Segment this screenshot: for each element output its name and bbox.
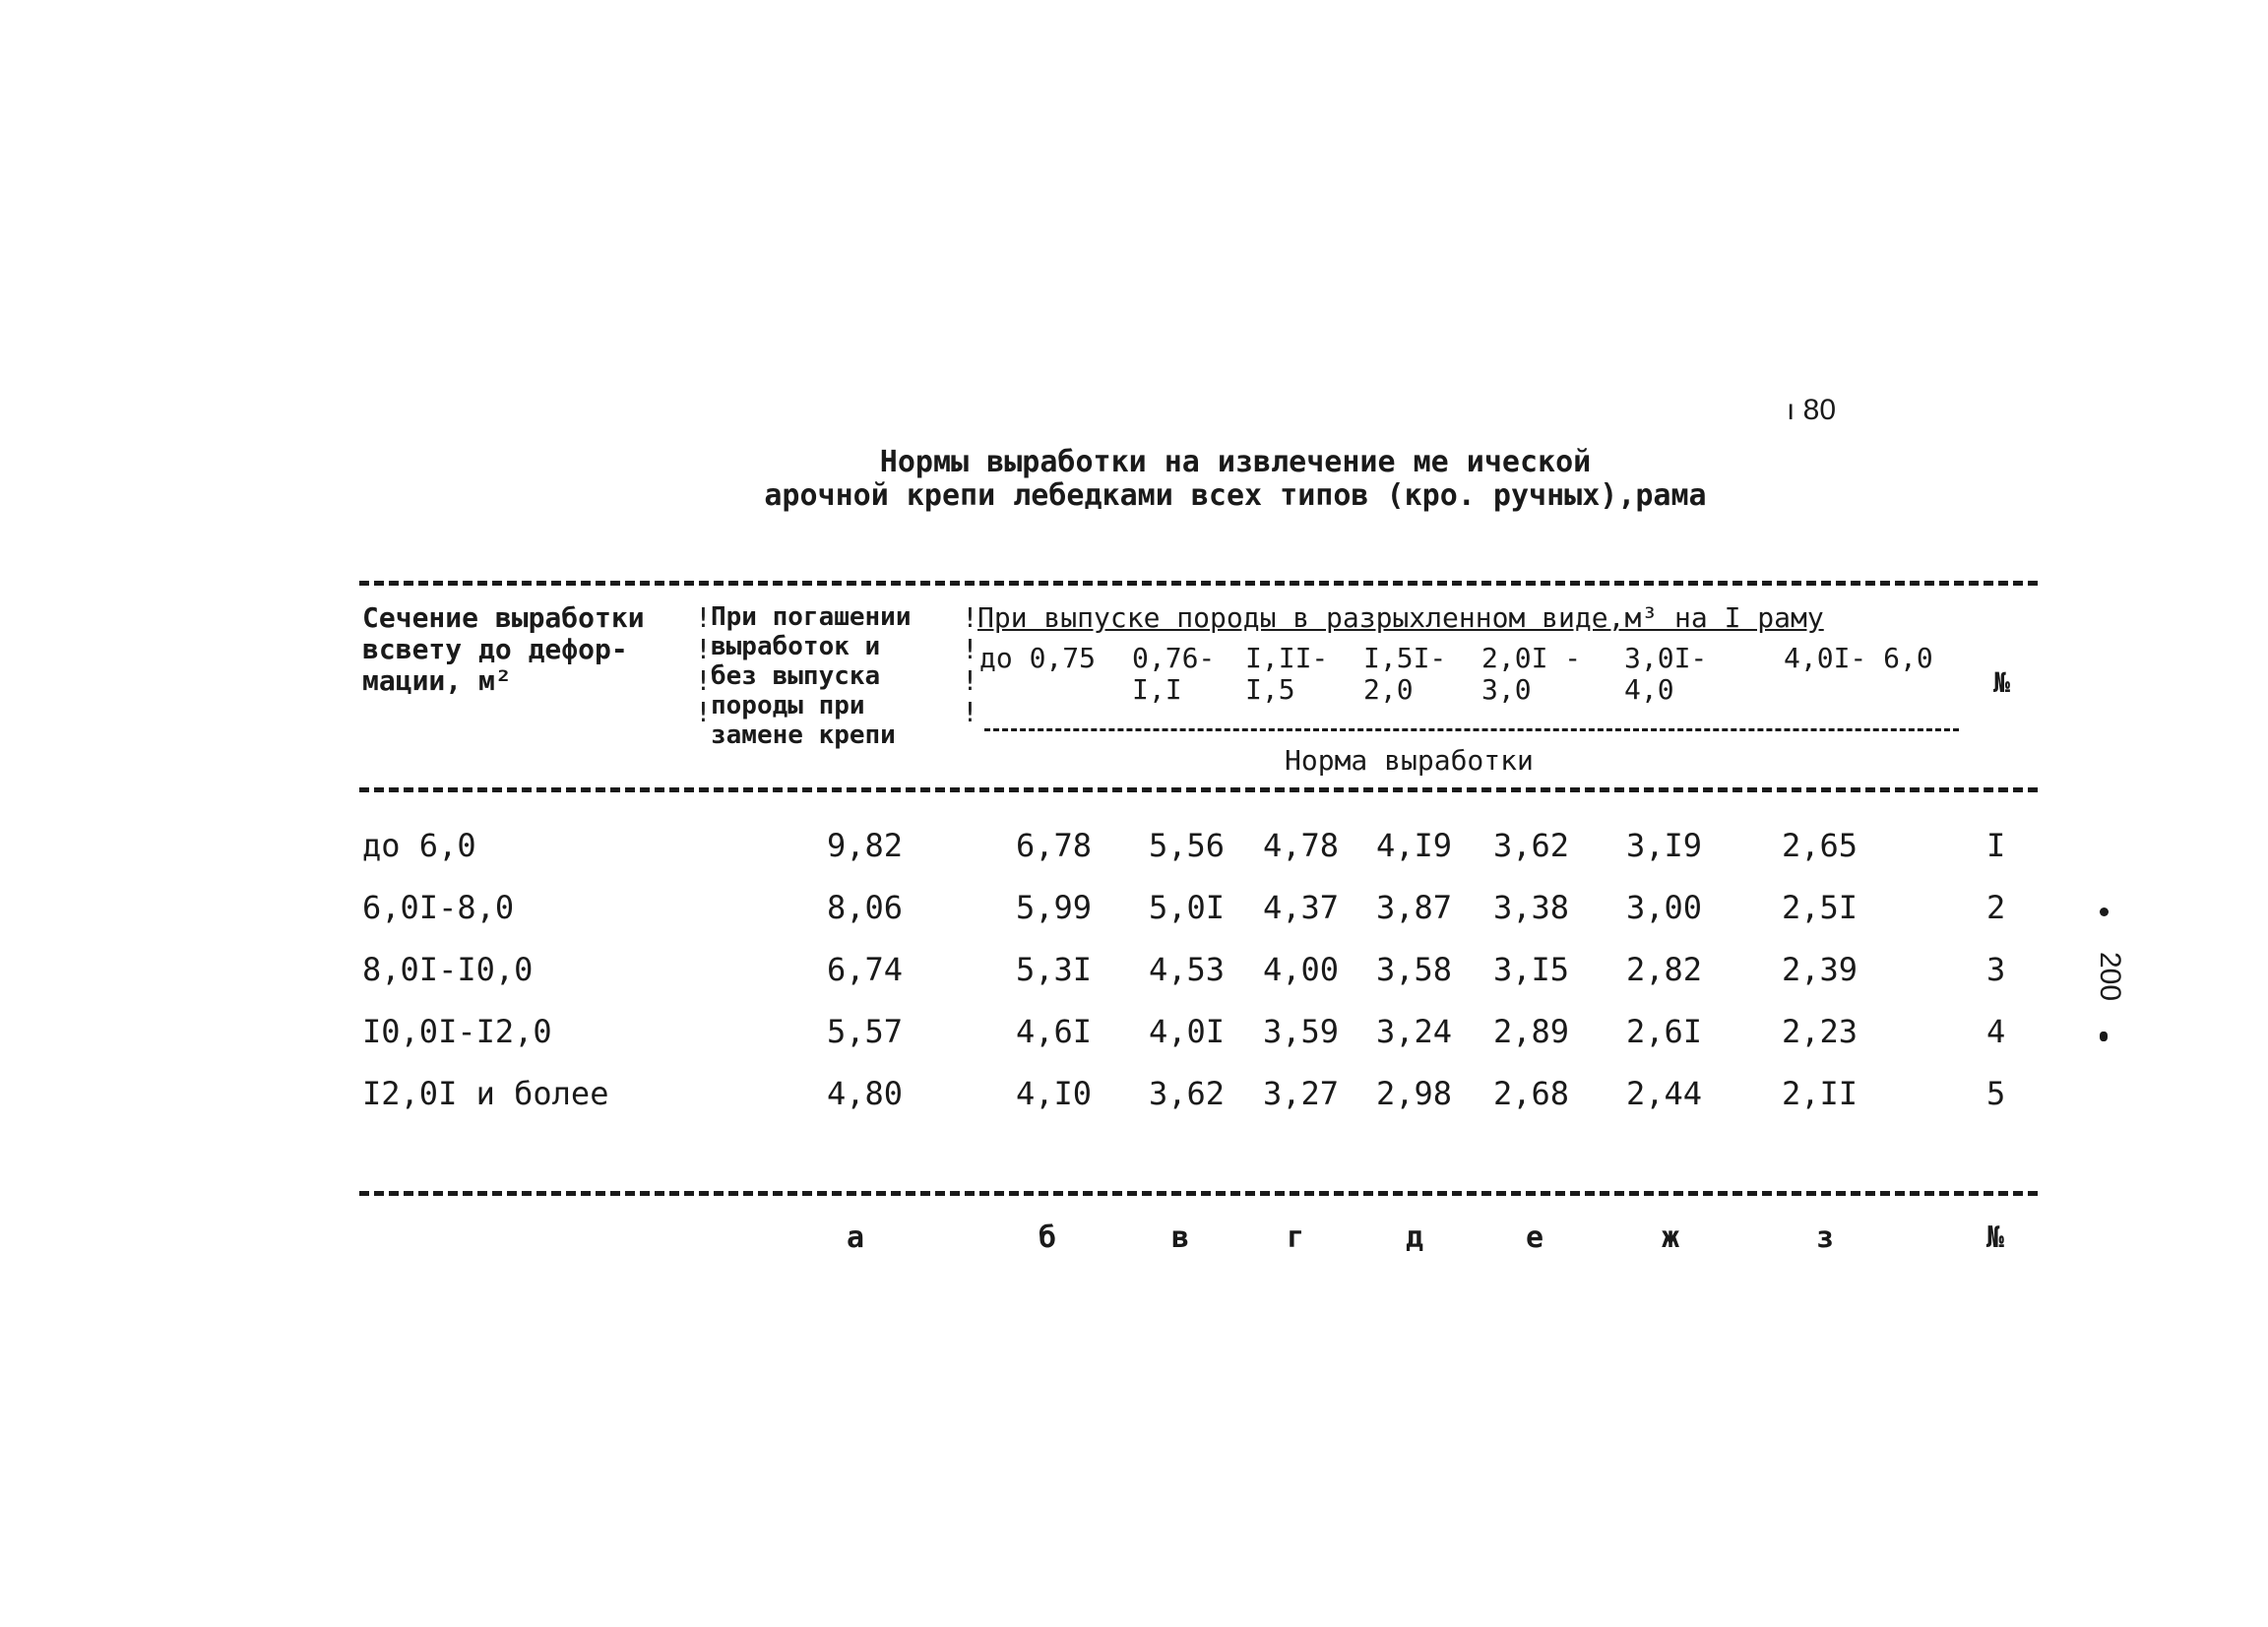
table-cell: 3,27 xyxy=(1263,1075,1340,1112)
row-number: 3 xyxy=(1986,951,2006,988)
header-range-b: до 0,75 xyxy=(979,642,1097,674)
table-cell: 2,82 xyxy=(1626,951,1703,988)
table-cell: 5,56 xyxy=(1149,827,1226,864)
table-cell: 3,I5 xyxy=(1493,951,1570,988)
table-cell: 2,44 xyxy=(1626,1075,1703,1112)
table-title-line-1: Нормы выработки на извлечение ме ической xyxy=(879,445,1592,479)
header-section: Сечение выработки всвету до дефор- мации, м² xyxy=(362,601,645,697)
header-range-zh: 3,0I- 4,0 xyxy=(1624,642,1708,706)
table-number: ı 80 xyxy=(1787,394,1837,426)
table-cell: 5,0I xyxy=(1149,889,1226,926)
table-cell: 9,82 xyxy=(827,827,904,864)
row-section-label: 6,0I-8,0 xyxy=(362,889,515,926)
column-letter: № xyxy=(1986,1220,2005,1255)
table-cell: 2,6I xyxy=(1626,1013,1703,1050)
column-letter: а xyxy=(847,1220,865,1255)
table-cell: 5,99 xyxy=(1016,889,1093,926)
header-range-e: 2,0I - 3,0 xyxy=(1481,642,1582,706)
column-letter: е xyxy=(1526,1220,1544,1255)
table-bottom-rule xyxy=(359,1191,2038,1196)
column-letter: б xyxy=(1039,1220,1057,1255)
table-cell: 4,00 xyxy=(1263,951,1340,988)
row-number: 2 xyxy=(1986,889,2006,926)
table-cell: 4,37 xyxy=(1263,889,1340,926)
table-cell: 2,65 xyxy=(1782,827,1858,864)
table-cell: 5,57 xyxy=(827,1013,904,1050)
table-cell: 4,6I xyxy=(1016,1013,1093,1050)
table-cell: 3,38 xyxy=(1493,889,1570,926)
row-number: 4 xyxy=(1986,1013,2006,1050)
table-top-rule xyxy=(359,581,2038,586)
column-letter: в xyxy=(1171,1220,1190,1255)
row-section-label: I2,0I и более xyxy=(362,1075,609,1112)
header-bottom-rule xyxy=(359,787,2038,792)
table-cell: 2,68 xyxy=(1493,1075,1570,1112)
header-range-z: 4,0I- 6,0 xyxy=(1784,642,1933,674)
table-cell: 3,58 xyxy=(1376,951,1453,988)
table-title-line-2: арочной крепи лебедками всех типов (кро. ручных),рама xyxy=(764,478,1707,513)
row-number: 5 xyxy=(1986,1075,2006,1112)
table-cell: 3,62 xyxy=(1493,827,1570,864)
header-number: № xyxy=(1993,666,2010,699)
side-page-number: 200 xyxy=(2094,951,2127,1002)
header-inner-rule xyxy=(984,728,1959,731)
row-section-label: I0,0I-I2,0 xyxy=(362,1013,552,1050)
table-cell: 4,53 xyxy=(1149,951,1226,988)
column-letter: г xyxy=(1287,1220,1305,1255)
header-range-v: 0,76- I,I xyxy=(1132,642,1216,706)
table-cell: 6,74 xyxy=(827,951,904,988)
table-cell: 5,3I xyxy=(1016,951,1093,988)
table-cell: 4,I0 xyxy=(1016,1075,1093,1112)
table-cell: 3,59 xyxy=(1263,1013,1340,1050)
table-cell: 2,23 xyxy=(1782,1013,1858,1050)
header-separator: ! ! ! ! xyxy=(695,601,712,728)
row-section-label: до 6,0 xyxy=(362,827,476,864)
table-cell: 6,78 xyxy=(1016,827,1093,864)
table-cell: 4,I9 xyxy=(1376,827,1453,864)
header-range-d: I,5I- 2,0 xyxy=(1363,642,1447,706)
table-cell: 2,98 xyxy=(1376,1075,1453,1112)
table-cell: 2,5I xyxy=(1782,889,1858,926)
header-group-title: При выпуске породы в разрыхленном виде,м³ на I раму xyxy=(977,601,1824,634)
table-cell: 3,24 xyxy=(1376,1013,1453,1050)
side-dot xyxy=(2100,907,2109,916)
table-cell: 2,II xyxy=(1782,1075,1858,1112)
header-norm-label: Норма выработки xyxy=(1285,744,1534,777)
row-number: I xyxy=(1986,827,2006,864)
header-range-g: I,II- I,5 xyxy=(1245,642,1329,706)
table-cell: 3,00 xyxy=(1626,889,1703,926)
table-cell: 2,89 xyxy=(1493,1013,1570,1050)
header-separator: ! ! ! ! xyxy=(962,601,978,728)
table-cell: 3,I9 xyxy=(1626,827,1703,864)
column-letter: з xyxy=(1816,1220,1835,1255)
table-cell: 8,06 xyxy=(827,889,904,926)
table-cell: 4,80 xyxy=(827,1075,904,1112)
table-cell: 4,0I xyxy=(1149,1013,1226,1050)
header-no-release: При погашении выработок и без выпуска породы при замене крепи xyxy=(711,602,912,750)
side-dot xyxy=(2100,1032,2108,1041)
table-cell: 3,62 xyxy=(1149,1075,1226,1112)
table-cell: 3,87 xyxy=(1376,889,1453,926)
column-letter: ж xyxy=(1662,1220,1680,1255)
table-cell: 2,39 xyxy=(1782,951,1858,988)
table-cell: 4,78 xyxy=(1263,827,1340,864)
column-letter: д xyxy=(1406,1220,1424,1255)
row-section-label: 8,0I-I0,0 xyxy=(362,951,534,988)
